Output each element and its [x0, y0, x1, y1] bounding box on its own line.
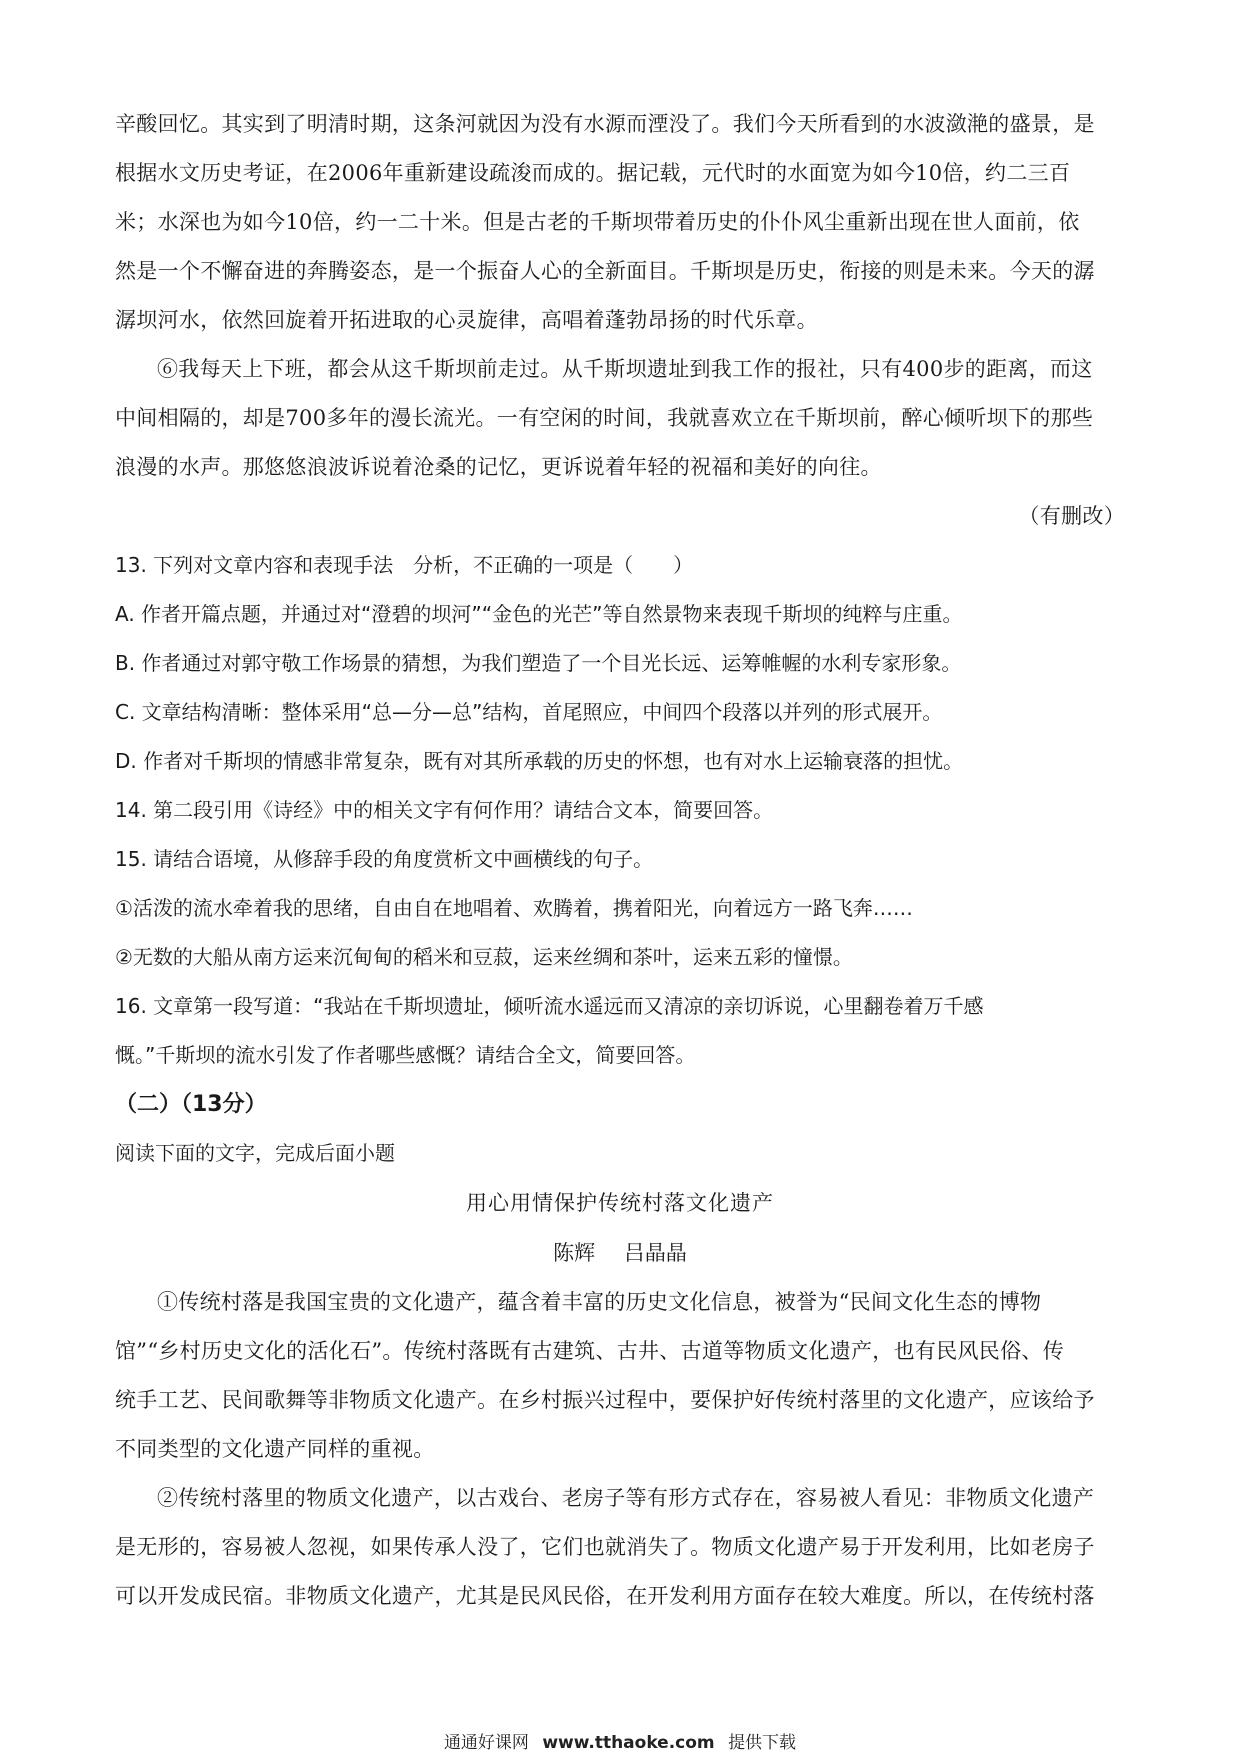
passage-line: 根据水文历史考证，在2006年重新建设疏浚而成的。据记载，元代时的水面宽为如今10倍，约二三百 [115, 161, 1071, 185]
article-paragraph-1-line: ①传统村落是我国宝贵的文化遗产，蕴含着丰富的历史文化信息，被誉为“民间文化生态的博物 [157, 1290, 1042, 1314]
paragraph-6-line: 浪漫的水声。那悠悠浪波诉说着沧桑的记忆，更诉说着年轻的祝福和美好的向往。 [115, 455, 882, 479]
question-13: 13. 下列对文章内容和表现手法 分析，不正确的一项是（ ） [115, 553, 694, 577]
footer-site-name: 通通好课网 [443, 1733, 529, 1753]
passage-line: 米；水深也为如今10倍，约一二十米。但是古老的千斯坝带着历史的仆仆风尘重新出现在世人面前，依 [115, 210, 1080, 234]
option-d: D. 作者对千斯坝的情感非常复杂，既有对其所承载的历史的怀想，也有对水上运输衰落的担忧。 [115, 749, 964, 773]
passage-line: 然是一个不懈奋进的奔腾姿态，是一个振奋人心的全新面目。千斯坝是历史，衔接的则是未来。今天的潺 [115, 259, 1095, 283]
question-16: 16. 文章第一段写道：“我站在千斯坝遗址，倾听流水遥远而又清凉的亲切诉说，心里翻卷着万千感 [115, 994, 984, 1018]
document-page [115, 100, 1125, 1621]
article-paragraph-1-line: 不同类型的文化遗产同样的重视。 [115, 1437, 435, 1461]
author-name: 吕晶晶 [623, 1241, 687, 1265]
question-15-sentence-1: ①活泼的流水牵着我的思绪，自由自在地唱着、欢腾着，携着阳光，向着远方一路飞奔…… [115, 896, 913, 920]
article-authors [115, 1228, 1125, 1278]
article-paragraph-2-line: 可以开发成民宿。非物质文化遗产，尤其是民风民俗，在开发利用方面存在较大难度。所以，在传统村落 [115, 1584, 1095, 1608]
question-14: 14. 第二段引用《诗经》中的相关文字有何作用？请结合文本，简要回答。 [115, 798, 774, 822]
option-a: A. 作者开篇点题，并通过对“澄碧的坝河”“金色的光芒”等自然景物来表现千斯坝的纯粹与庄重。 [115, 602, 963, 626]
article-paragraph-1-line: 馆”“乡村历史文化的活化石”。传统村落既有古建筑、古井、古道等物质文化遗产，也有民风民俗、传 [115, 1339, 1065, 1363]
passage-line: 辛酸回忆。其实到了明清时期，这条河就因为没有水源而湮没了。我们今天所看到的水波潋滟的盛景，是 [115, 112, 1095, 136]
author-name: 陈辉 [553, 1241, 596, 1265]
paragraph-6-line: 中间相隔的，却是700多年的漫长流光。一有空闲的时间，我就喜欢立在千斯坝前，醉心倾听坝下的那些 [115, 406, 1094, 430]
edit-note: （有删改） [1018, 504, 1125, 528]
question-16-cont: 慨。”千斯坝的流水引发了作者哪些感慨？请结合全文，简要回答。 [115, 1043, 696, 1067]
section-heading: （二）（13分） [115, 1092, 267, 1117]
option-b: B. 作者通过对郭守敬工作场景的猜想，为我们塑造了一个目光长远、运筹帷幄的水利专家形象。 [115, 651, 962, 675]
footer-url-link[interactable]: www.tthaoke.com [542, 1733, 715, 1753]
article-title: 用心用情保护传统村落文化遗产 [466, 1191, 774, 1215]
article-paragraph-2-line: 是无形的，容易被人忽视，如果传承人没了，它们也就消失了。物质文化遗产易于开发利用，比如老房子 [115, 1535, 1095, 1559]
article-paragraph-2-line: ②传统村落里的物质文化遗产，以古戏台、老房子等有形方式存在，容易被人看见：非物质文化遗产 [157, 1486, 1095, 1510]
section-instruction: 阅读下面的文字，完成后面小题 [115, 1141, 395, 1165]
passage-line: 潺坝河水，依然回旋着开拓进取的心灵旋律，高唱着蓬勃昂扬的时代乐章。 [115, 308, 818, 332]
page-footer [0, 1728, 1240, 1753]
paragraph-6-line: ⑥我每天上下班，都会从这千斯坝前走过。从千斯坝遗址到我工作的报社，只有400步的距离，而这 [157, 357, 1093, 381]
option-c: C. 文章结构清晰：整体采用“总—分—总”结构，首尾照应，中间四个段落以并列的形式展开。 [115, 700, 943, 724]
question-15-sentence-2: ②无数的大船从南方运来沉甸甸的稻米和豆菽，运来丝绸和茶叶，运来五彩的憧憬。 [115, 945, 853, 969]
footer-suffix: 提供下载 [728, 1733, 797, 1753]
article-paragraph-1-line: 统手工艺、民间歌舞等非物质文化遗产。在乡村振兴过程中，要保护好传统村落里的文化遗产，应该给予 [115, 1388, 1095, 1412]
question-15: 15. 请结合语境，从修辞手段的角度赏析文中画横线的句子。 [115, 847, 654, 871]
